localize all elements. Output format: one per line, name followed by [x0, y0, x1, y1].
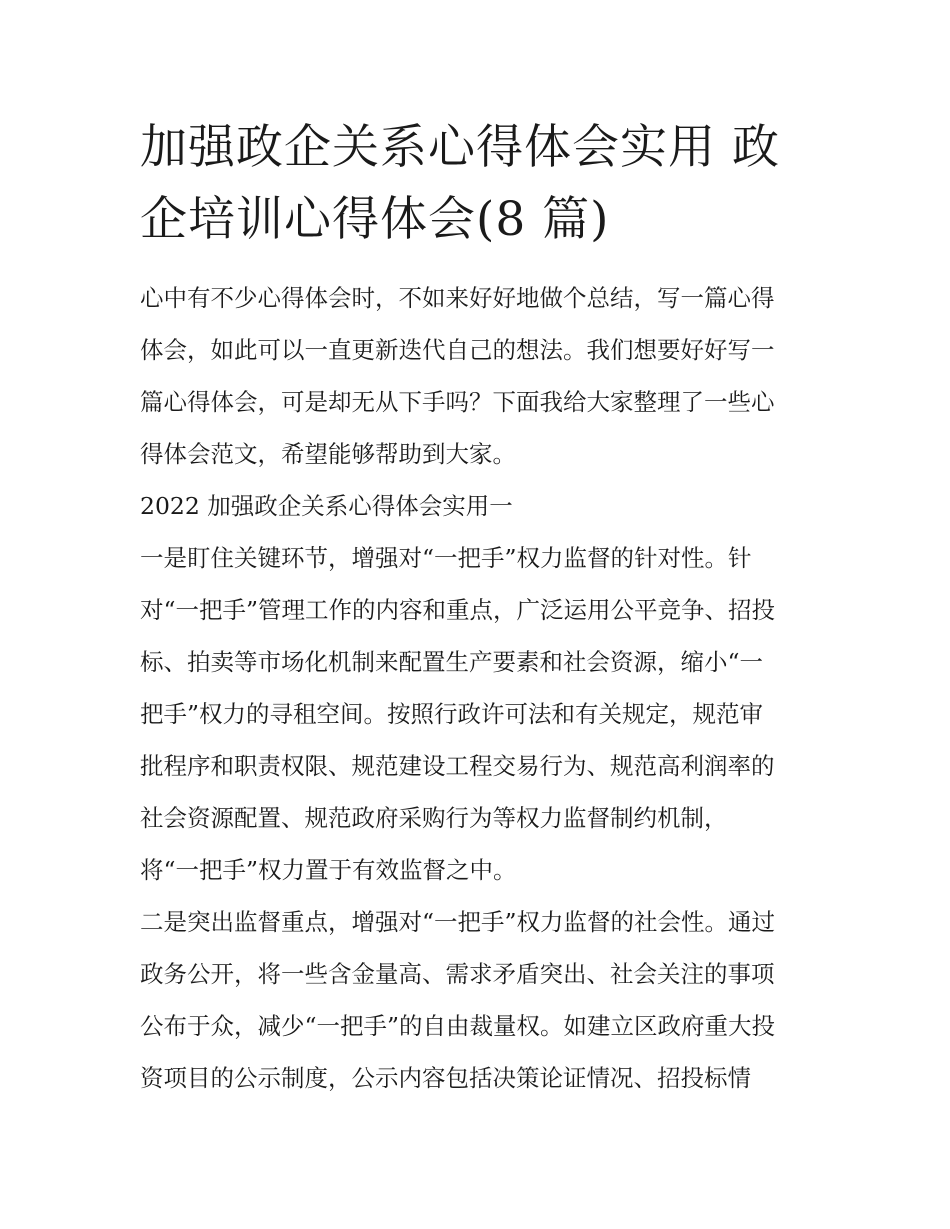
section-heading-text: 2022 加强政企关系心得体会实用一: [140, 492, 513, 520]
text-line: 心中有不少心得体会时，不如来好好地做个总结，写一篇心得: [140, 284, 775, 312]
text-line: 得体会范文，希望能够帮助到大家。: [140, 440, 516, 468]
section-heading: [140, 480, 815, 532]
text-line: 标、拍卖等市场化机制来配置生产要素和社会资源，缩小“一: [140, 648, 764, 676]
text-line: 一是盯住关键环节，增强对“一把手”权力监督的针对性。针: [140, 544, 752, 572]
text-line: 对“一把手”管理工作的内容和重点，广泛运用公平竞争、招投: [140, 596, 776, 624]
title-line: 企培训心得体会(8 篇): [140, 192, 610, 247]
intro-paragraph: [140, 272, 815, 480]
text-line: 公布于众，减少“一把手”的自由裁量权。如建立区政府重大投: [140, 1012, 776, 1040]
text-line: 批程序和职责权限、规范建设工程交易行为、规范高利润率的: [140, 752, 775, 780]
text-line: 体会，如此可以一直更新迭代自己的想法。我们想要好好写一: [140, 336, 775, 364]
paragraph-2: [140, 896, 815, 1104]
document-title: [140, 112, 815, 256]
text-line: 政务公开，将一些含金量高、需求矛盾突出、社会关注的事项: [140, 960, 775, 988]
text-line: 篇心得体会，可是却无从下手吗？下面我给大家整理了一些心: [140, 388, 775, 416]
title-line: 加强政企关系心得体会实用 政: [140, 120, 780, 175]
paragraph-1: [140, 532, 815, 896]
text-line: 二是突出监督重点，增强对“一把手”权力监督的社会性。通过: [140, 908, 776, 936]
document-content: [140, 112, 815, 1104]
text-line: 资项目的公示制度，公示内容包括决策论证情况、招投标情: [140, 1064, 751, 1092]
document-body: [140, 272, 815, 1104]
text-line: 把手”权力的寻租空间。按照行政许可法和有关规定，规范审: [140, 700, 764, 728]
text-line: 社会资源配置、规范政府采购行为等权力监督制约机制，: [140, 804, 728, 832]
text-line: 将“一把手”权力置于有效监督之中。: [140, 856, 517, 884]
